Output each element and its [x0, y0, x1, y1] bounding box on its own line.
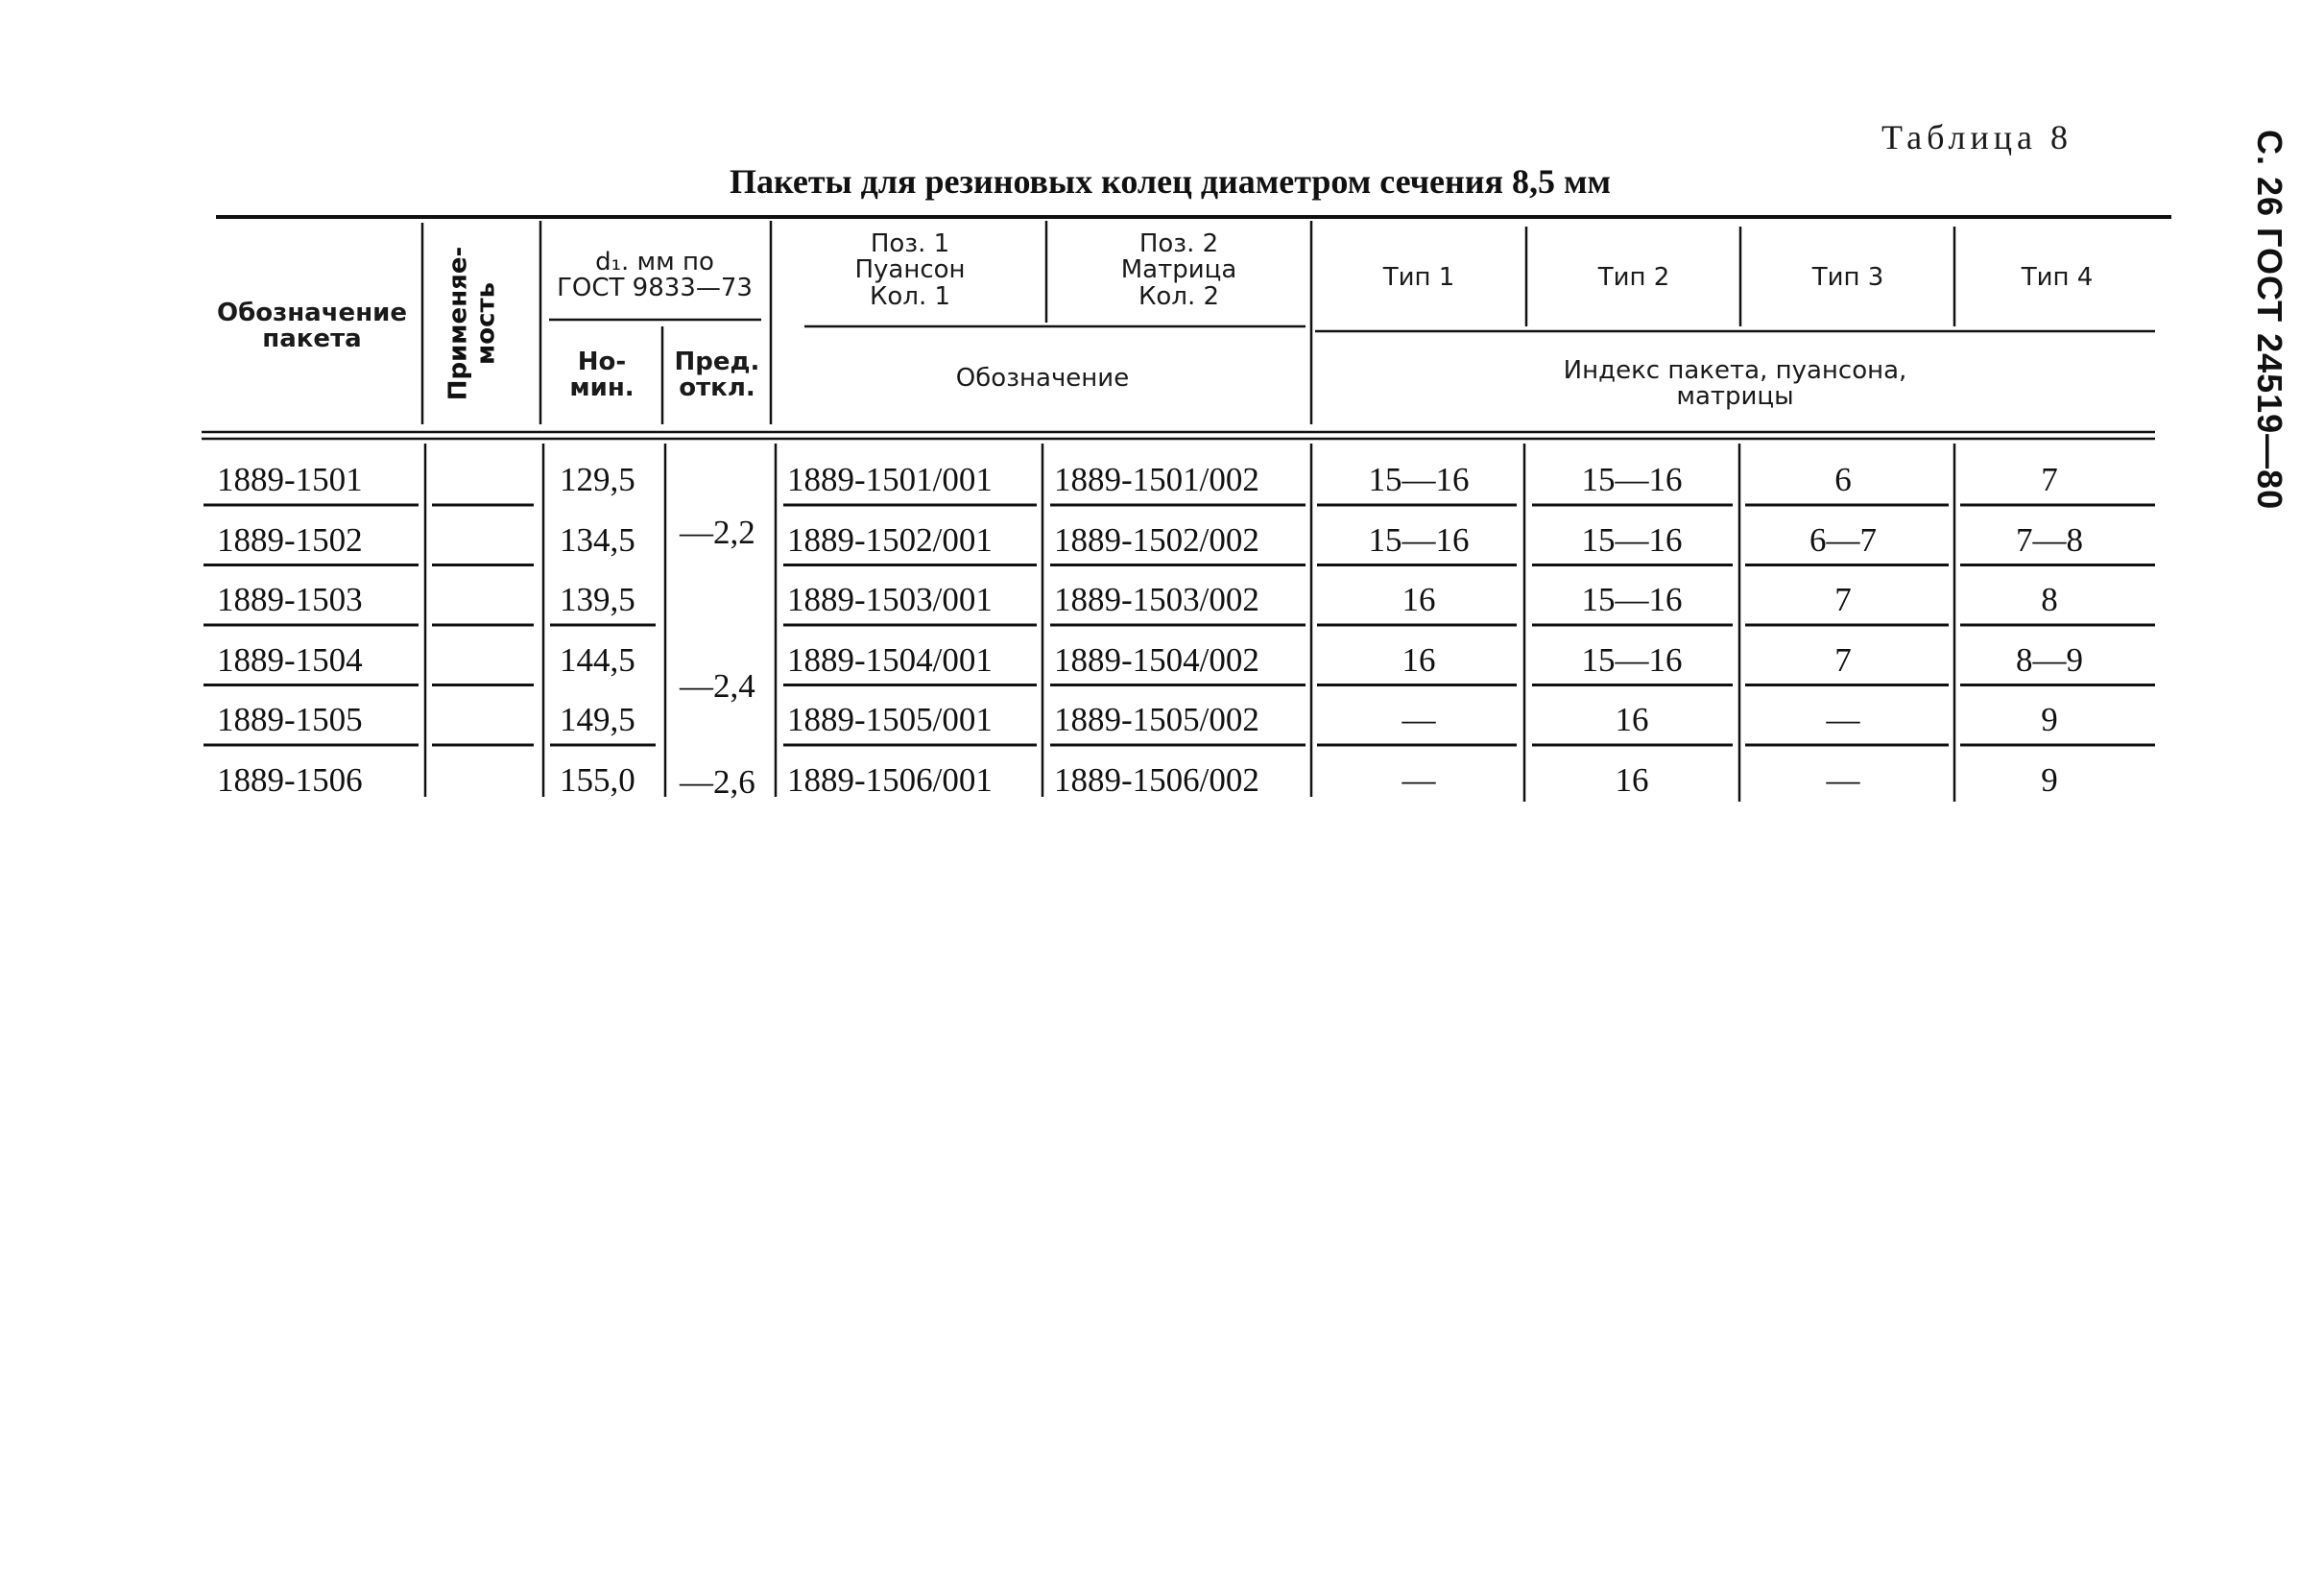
cell-nominal: 155,0 — [560, 760, 635, 799]
cell-type3: 7 — [1834, 581, 1852, 618]
cell-punch: 1889-1502/001 — [787, 520, 993, 559]
deviation-group-2: —2,4 — [680, 667, 755, 705]
col-deviation-header: Пред. откл. — [674, 347, 760, 402]
cell-punch: 1889-1505/001 — [787, 701, 993, 738]
col-applicability-header — [424, 223, 520, 424]
cell-nominal: 144,5 — [560, 640, 635, 679]
col-type1-header: Тип 1 — [1382, 263, 1455, 293]
cell-designation: 1889-1501 — [217, 461, 363, 498]
cell-die: 1889-1503/002 — [1054, 581, 1259, 618]
cell-type3: 6—7 — [1809, 520, 1877, 559]
cell-designation: 1889-1503 — [217, 581, 363, 618]
cell-designation: 1889-1504 — [217, 640, 363, 679]
col-designation-header: Обозначение пакета — [216, 298, 408, 353]
col-type3-header: Тип 3 — [1811, 263, 1884, 293]
cell-type1: 16 — [1402, 581, 1436, 618]
cell-die: 1889-1506/002 — [1054, 760, 1259, 799]
cell-type2: 15—16 — [1581, 581, 1683, 618]
cell-type3: 7 — [1834, 640, 1852, 679]
cell-type4: 8 — [2041, 581, 2058, 618]
cell-type1: 15—16 — [1368, 461, 1470, 498]
col-pos1-header: Поз. 1 Пуансон Кол. 1 — [854, 229, 966, 311]
cell-designation: 1889-1506 — [217, 760, 363, 799]
cell-type3: — — [1826, 760, 1860, 799]
col-pos2-header: Поз. 2 Матрица Кол. 2 — [1120, 229, 1237, 311]
col-applicability-label: Применяе- мость — [443, 246, 500, 401]
cell-type1: — — [1402, 760, 1436, 799]
cell-designation: 1889-1505 — [217, 701, 363, 738]
deviation-group-3: —2,6 — [680, 763, 755, 801]
cell-type2: 15—16 — [1581, 461, 1683, 498]
cell-type1: — — [1402, 701, 1436, 738]
cell-type2: 15—16 — [1581, 640, 1683, 679]
cell-nominal: 129,5 — [560, 461, 635, 498]
cell-type1: 16 — [1402, 640, 1436, 679]
cell-die: 1889-1502/002 — [1054, 520, 1259, 559]
page-reference-text: С. 26 ГОСТ 24519—80 — [2250, 130, 2289, 511]
cell-nominal: 149,5 — [560, 701, 635, 738]
cell-punch: 1889-1504/001 — [787, 640, 993, 679]
col-d1-group-header: d₁. мм по ГОСТ 9833—73 — [557, 247, 753, 302]
cell-punch: 1889-1501/001 — [787, 461, 993, 498]
cell-type2: 16 — [1615, 701, 1649, 738]
cell-type4: 7—8 — [2016, 520, 2083, 559]
cell-type1: 15—16 — [1368, 520, 1470, 559]
col-type2-header: Тип 2 — [1597, 263, 1670, 293]
cell-designation: 1889-1502 — [217, 520, 363, 559]
cell-punch: 1889-1503/001 — [787, 581, 993, 618]
cell-type4: 8—9 — [2016, 640, 2083, 679]
col-type4-header: Тип 4 — [2021, 263, 2094, 293]
cell-die: 1889-1501/002 — [1054, 461, 1259, 498]
table-number: Таблица 8 — [1881, 118, 2072, 156]
cell-type2: 15—16 — [1581, 520, 1683, 559]
col-nominal-header: Но- мин. — [569, 347, 635, 402]
cell-nominal: 139,5 — [560, 581, 635, 618]
col-designation-group-header: Обозначение — [955, 364, 1130, 394]
cell-type4: 7 — [2041, 461, 2058, 498]
table-title: Пакеты для резиновых колец диаметром сечения 8,5 мм — [730, 162, 1612, 201]
deviation-group-1: —2,2 — [680, 514, 755, 551]
cell-punch: 1889-1506/001 — [787, 760, 993, 799]
cell-type3: 6 — [1834, 461, 1852, 498]
cell-type4: 9 — [2041, 701, 2058, 738]
cell-die: 1889-1505/002 — [1054, 701, 1259, 738]
cell-die: 1889-1504/002 — [1054, 640, 1259, 679]
cell-type3: — — [1826, 701, 1860, 738]
cell-type2: 16 — [1615, 760, 1649, 799]
cell-type4: 9 — [2041, 760, 2058, 799]
col-index-group-header: Индекс пакета, пуансона, матрицы — [1563, 355, 1907, 411]
cell-nominal: 134,5 — [560, 520, 635, 559]
